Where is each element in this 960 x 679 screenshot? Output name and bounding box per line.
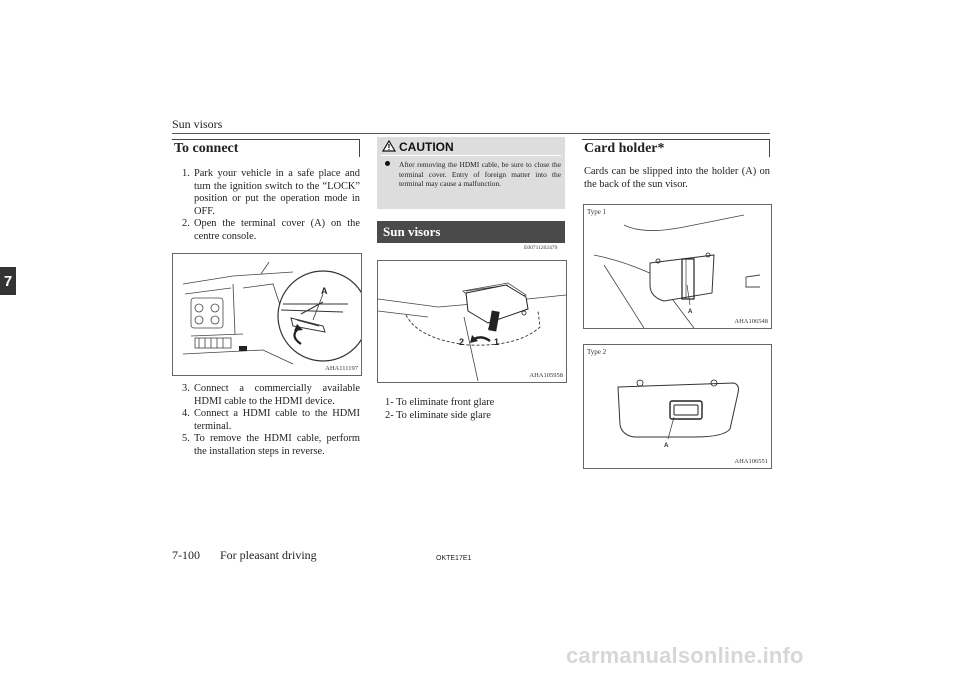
steps-list-a: [182, 168, 360, 244]
section-rule-top: [582, 139, 770, 140]
visor-type-2-illustration: [584, 345, 771, 468]
list-item: 2. Open the terminal cover (A) on the centre console.: [182, 218, 360, 242]
chapter-tab: 7: [0, 267, 16, 295]
list-item: 3. Connect a commercially available HDMI cable to the HDMI device.: [182, 383, 360, 407]
document-id: E00711202479: [524, 245, 558, 251]
figure-code: AHA105958: [529, 372, 563, 379]
figure-center-console: [172, 253, 362, 376]
steps-list-b: [182, 383, 360, 459]
sun-visor-illustration: [378, 261, 566, 382]
figure-code: AHA106548: [734, 318, 768, 325]
figure-callout-a: A: [664, 443, 669, 449]
figure-callout-a: A: [688, 309, 693, 315]
legend-item: 1- To eliminate front glare: [385, 397, 495, 408]
figure-legend: [385, 397, 494, 422]
legend-item: 2- To eliminate side glare: [385, 409, 491, 421]
caution-box: [377, 137, 565, 209]
page-number: 7-100: [172, 548, 200, 562]
running-header: Sun visors: [172, 117, 223, 131]
figure-code: AHA106551: [734, 458, 768, 465]
list-item: 4. Connect a HDMI cable to the HDMI terminal.: [182, 408, 360, 432]
console-illustration: [173, 254, 361, 375]
visor-type-1-illustration: [584, 205, 771, 328]
figure-label-1: 1: [494, 337, 500, 347]
figure-type-label: Type 1: [587, 208, 607, 216]
figure-label-2: 2: [459, 337, 465, 347]
figure-callout-a: A: [321, 286, 328, 296]
footer-section-label: For pleasant driving: [220, 548, 317, 562]
section-rule-right: [359, 139, 360, 157]
section-heading-sun-visors: Sun visors: [377, 221, 565, 243]
section-heading-to-connect: To connect: [174, 141, 239, 156]
figure-sun-visor: [377, 260, 567, 383]
section-rule-top: [172, 139, 360, 140]
list-item: 1. Park your vehicle in a safe place and turn the ignition switch to the “LOCK” position or put the operation mode in OFF.: [182, 168, 360, 217]
header-rule: [172, 133, 770, 134]
caution-text: After removing the HDMI cable, be sure to close the terminal cover. Entry of foreign matter into the terminal may cause a malfunction.: [399, 160, 561, 188]
warning-triangle-icon: [382, 140, 396, 152]
bullet-icon: [385, 161, 390, 166]
figure-type-label: Type 2: [587, 348, 607, 356]
figure-type-2: [583, 344, 772, 469]
figure-type-1: [583, 204, 772, 329]
footer-code: OKTE17E1: [436, 555, 472, 562]
caution-divider: [381, 155, 561, 156]
watermark: carmanualsonline.info: [566, 643, 804, 668]
list-item: 5. To remove the HDMI cable, perform the installation steps in reverse.: [182, 433, 360, 457]
section-heading-card-holder: Card holder*: [584, 141, 665, 156]
caution-title: CAUTION: [399, 140, 454, 154]
section-rule-right: [769, 139, 770, 157]
card-holder-body: Cards can be slipped into the holder (A) on the back of the sun visor.: [584, 166, 770, 190]
figure-code: AHA111197: [325, 365, 358, 372]
